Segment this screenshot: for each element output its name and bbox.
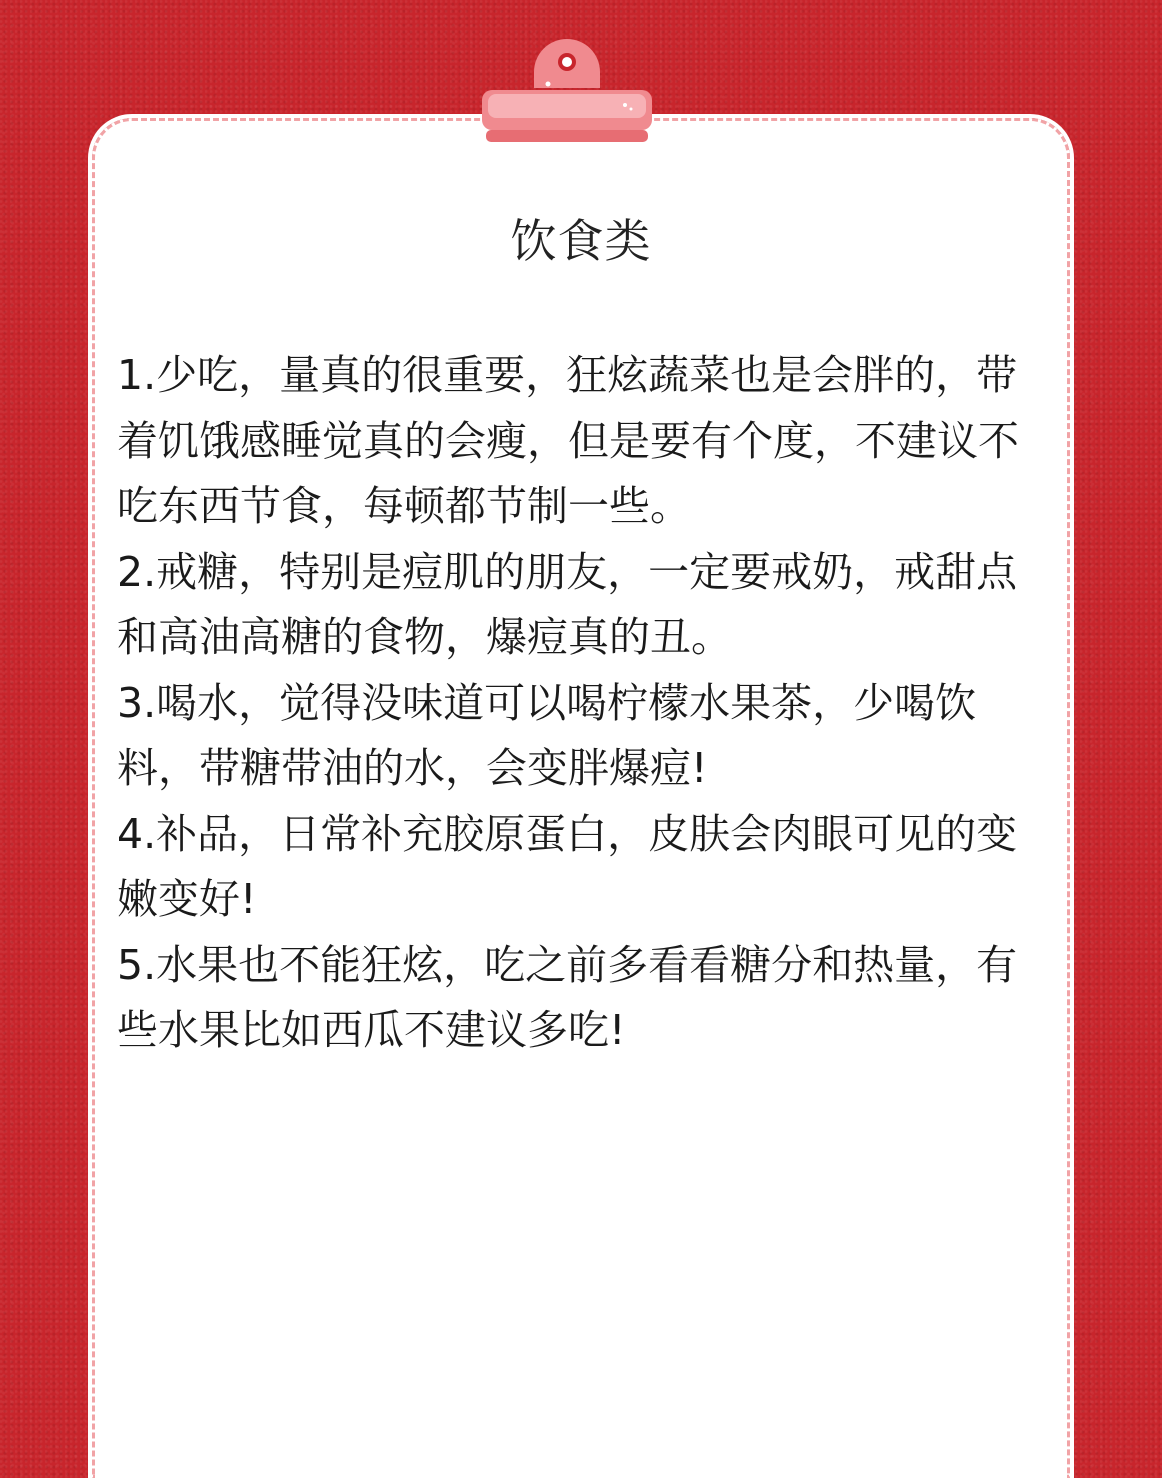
page-title: 饮食类 [510, 214, 652, 268]
list-item: 1.少吃，量真的很重要，狂炫蔬菜也是会胖的，带着饥饿感睡觉真的会瘦，但是要有个度，不建议不吃东西节食，每顿都节制一些。 [117, 351, 1019, 530]
list-item: 3.喝水，觉得没味道可以喝柠檬水果茶，少喝饮料，带糖带油的水，会变胖爆痘! [117, 678, 977, 792]
binder-clip-icon [482, 38, 652, 146]
list-item: 4.补品，日常补充胶原蛋白，皮肤会肉眼可见的变嫩变好! [117, 809, 1018, 923]
tips-list [117, 343, 1047, 1064]
list-item: 2.戒糖，特别是痘肌的朋友，一定要戒奶，戒甜点和高油高糖的食物，爆痘真的丑。 [117, 547, 1018, 661]
list-item: 5.水果也不能狂炫，吃之前多看看糖分和热量，有些水果比如西瓜不建议多吃! [117, 940, 1018, 1054]
